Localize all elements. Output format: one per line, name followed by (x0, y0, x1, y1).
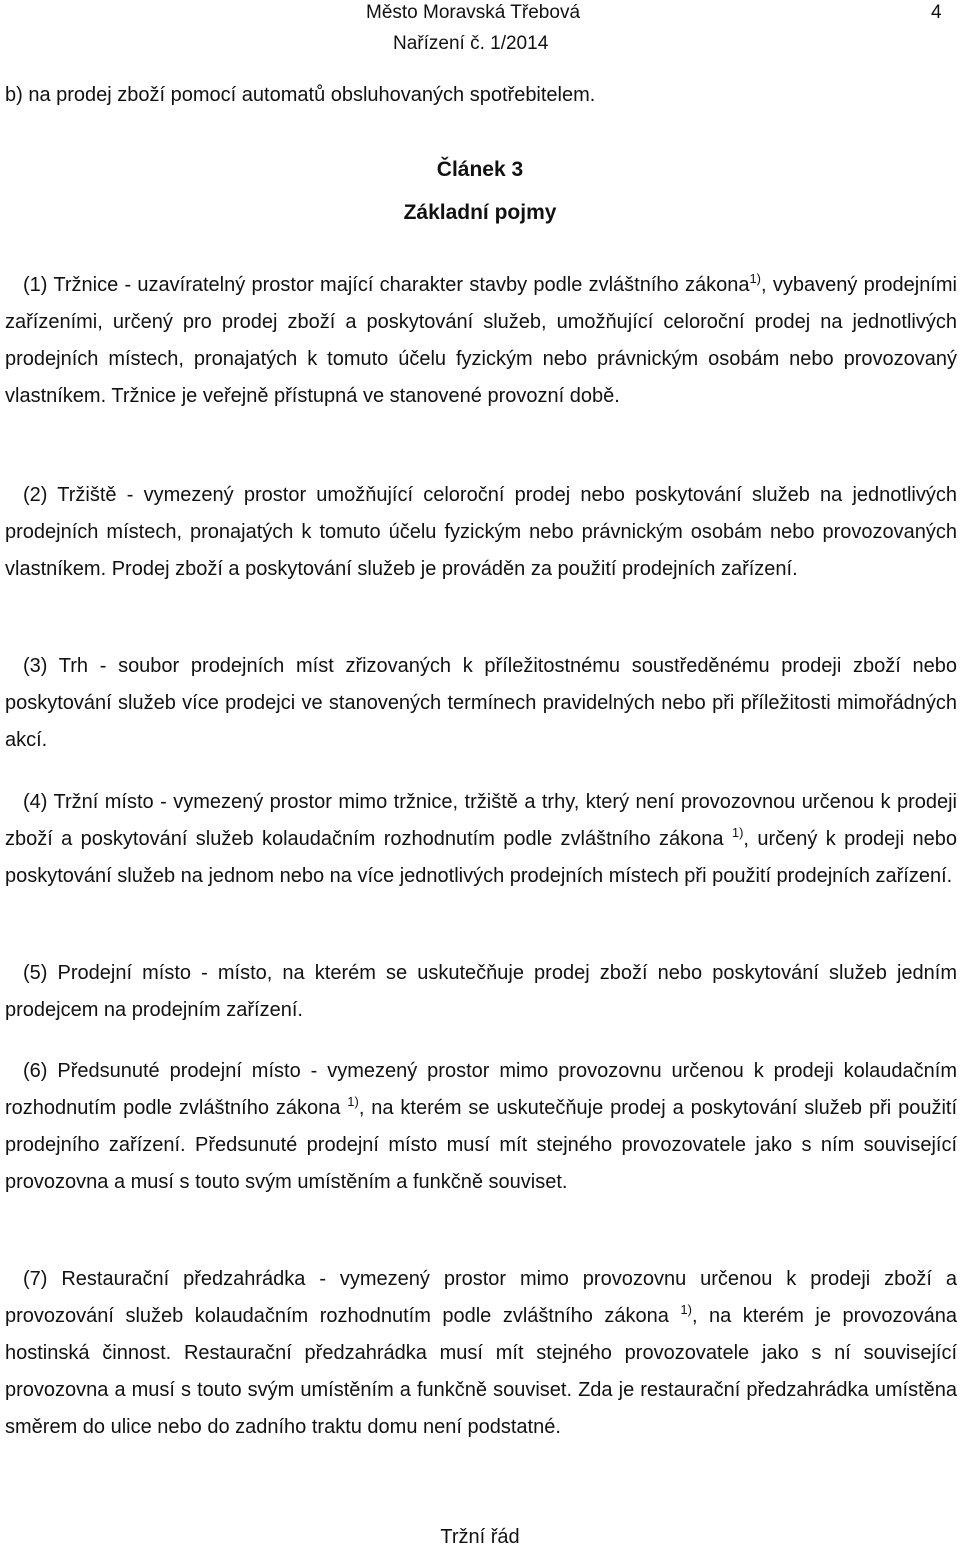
footnote-ref: 1) (731, 825, 744, 840)
paragraph-4-text-b: , určený k prodeji nebo poskytování služeb na jednom nebo na více jednotlivých prodejních místech při použití prodejních zařízení. (5, 828, 957, 887)
paragraph-3: (3) Trh - soubor prodejních míst zřizovaných k příležitostnému soustředěnému prodeji zboží nebo poskytování služeb více prodejci ve stanovených termínech pravidelných nebo při příležitosti mimořádných akcí. (5, 655, 957, 751)
paragraph-6-text-a: (6) Předsunuté prodejní místo - vymezený prostor mimo provozovnu určenou k prodeji kolaudačním rozhodnutím podle zvláštního zákona (5, 1060, 957, 1119)
footnote-ref: 1) (347, 1094, 359, 1109)
paragraph-1-text-b: , vybavený prodejními zařízeními, určený pro prodej zboží a poskytování služeb, umožňující celoroční prodej na jednotlivých prodejních místech, pronajatých k tomuto účelu fyzickým nebo právnickým osobám nebo provozovaný vlastníkem. Tržnice je veřejně přístupná ve stanovené provozní době. (5, 274, 958, 407)
paragraph-5: (5) Prodejní místo - místo, na kterém se uskutečňuje prodej zboží nebo poskytování služeb jedním prodejcem na prodejním zařízení. (5, 962, 957, 1021)
footnote-ref: 1) (680, 1302, 692, 1317)
article-name: Základní pojmy (403, 201, 557, 224)
paragraph-1-text-a: (1) Tržnice - uzavíratelný prostor mající charakter stavby podle zvláštního zákona (23, 274, 750, 296)
page-number: 4 (931, 2, 942, 23)
paragraph-4-text-a: (4) Tržní místo - vymezený prostor mimo tržnice, tržiště a trhy, který není provozovnou určenou k prodeji zboží a poskytování služeb kolaudačním rozhodnutím podle zvláštního zákona (5, 791, 957, 850)
paragraph-7-text-b: , na kterém je provozována hostinská činnost. Restaurační předzahrádka musí mít stejného provozovatele jako s ní související provozovna a musí s touto svým umístěním a funkčně souviset. Zda je restaurační předzahrádka umístěna směrem do ulice nebo do zadního traktu domu není podstatné. (5, 1305, 957, 1438)
paragraph-4 (5, 784, 957, 895)
header-regulation: Nařízení č. 1/2014 (393, 33, 549, 54)
footnote-ref: 1) (749, 271, 762, 286)
intro-line: b) na prodej zboží pomocí automatů obsluhovaných spotřebitelem. (5, 84, 596, 106)
paragraph-1 (5, 267, 957, 415)
paragraph-2: (2) Tržiště - vymezený prostor umožňující celoroční prodej nebo poskytování služeb na jednotlivých prodejních místech, pronajatých k tomuto účelu fyzickým nebo právnickým osobám nebo provozovaných vlastníkem. Prodej zboží a poskytování služeb je prováděn za použití prodejních zařízení. (5, 484, 957, 580)
article-number: Článek 3 (436, 158, 524, 181)
paragraph-6 (5, 1053, 957, 1201)
header-town: Město Moravská Třebová (366, 2, 581, 23)
page-footer: Tržní řád (440, 1526, 520, 1548)
paragraph-7-text-a: (7) Restaurační předzahrádka - vymezený prostor mimo provozovnu určenou k prodeji zboží a provozování služeb kolaudačním rozhodnutím podle zvláštního zákona (5, 1268, 957, 1327)
paragraph-6-text-b: , na kterém se uskutečňuje prodej a poskytování služeb při použití prodejního zařízení. Předsunuté prodejní místo musí mít stejného provozovatele jako s ním související provozovna a musí s touto svým umístěním a funkčně souviset. (5, 1097, 958, 1193)
paragraph-7 (5, 1261, 957, 1446)
